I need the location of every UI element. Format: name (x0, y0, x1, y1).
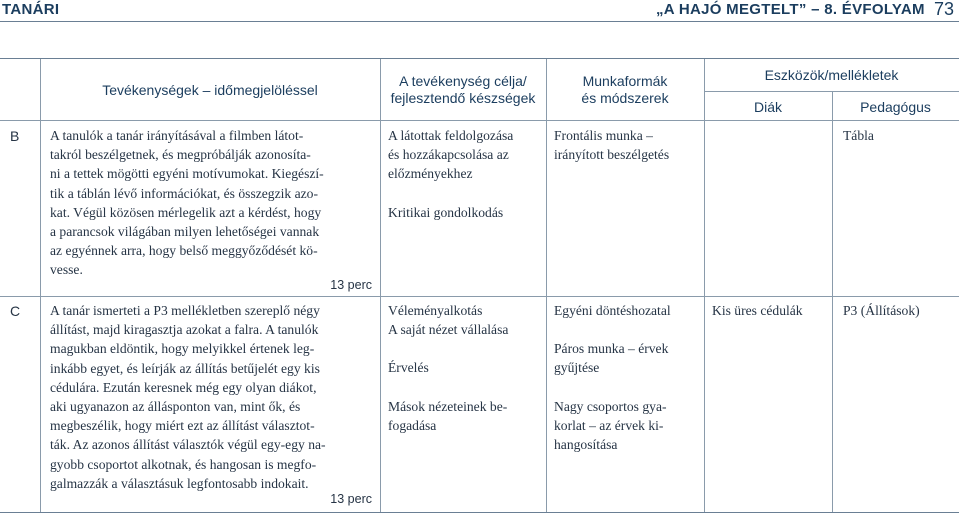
col-header-tools: Eszközök/mellékletek (764, 67, 899, 83)
activity-methods: Egyéni döntéshozatal Páros munka – érvek gyűjtése Nagy csoportos gya- korlat – az érvek ki- hangosítása (554, 303, 671, 453)
activity-description: A tanulók a tanár irányításával a filmben látot- takról beszélgetnek, és megpróbálják azonosíta- ni a tettek mögötti egyéni motívumokat. Kiegészí- tik a táblán lévő információkat, és összegzik azo- kat. Végül közösen mérlegelik azt a kérdést, hogy a parancsok világában milyen lehetőségei vannak az egyénnek arra, hogy belső meggyőződését kö- vesse. 13 perc (50, 128, 372, 292)
activity-description: A tanár ismerteti a P3 mellékletben szereplő négy állítást, majd kiragasztja azokat a falra. A tanulók magukban eldöntik, hogy melyikkel értenek leg- inkább egyet, és leírják az állítás betűjelét egy kis cédulára. Ezután keresnek még egy olyan diákot, aki ugyanazon az állásponton van, mint ők, és megbeszélik, hogy miért ezt az állítást választot- ták. Az azonos állítást választók végül egy-egy na- gyobb csoportot alkotnak, és hangosan is megfo- galmazzák a választásuk legfontosabb indokait. 13 perc (50, 303, 372, 507)
activity-goals: Véleményalkotás A saját nézet vállalása Érvelés Mások nézeteinek be- fogadása (388, 303, 509, 433)
tools-subheader-divider (704, 91, 959, 92)
row-divider (0, 296, 959, 297)
header-divider (0, 21, 959, 22)
column-divider (40, 59, 41, 512)
student-tools: Kis üres cédulák (712, 303, 803, 318)
teacher-tools: Tábla (843, 128, 874, 143)
time-label: 13 perc (330, 492, 372, 507)
col-header-activities: Tevékenységek – időmegjelöléssel (102, 82, 318, 98)
col-header-student: Diák (753, 99, 782, 115)
row-label: C (10, 303, 21, 319)
col-header-methods: Munkaformák és módszerek (581, 73, 669, 106)
teacher-tools: P3 (Állítások) (843, 303, 920, 318)
activity-methods: Frontális munka – irányított beszélgetés (554, 128, 670, 163)
header-row-divider (0, 120, 959, 121)
column-divider (832, 91, 833, 512)
page-number: 73 (934, 0, 955, 19)
header-left-title: TANÁRI (2, 1, 60, 18)
activity-goals: A látottak feldolgozása és hozzákapcsolása az előzményekhez Kritikai gondolkodás (388, 128, 514, 220)
lesson-table (0, 58, 959, 513)
column-divider (380, 59, 381, 512)
time-label: 13 perc (330, 277, 372, 292)
column-divider (704, 59, 705, 512)
col-header-teacher: Pedagógus (860, 99, 931, 115)
page-header (0, 0, 959, 22)
col-header-goal: A tevékenység célja/ fejlesztendő készségek (390, 73, 536, 106)
header-right-title: „A HAJÓ MEGTELT” – 8. ÉVFOLYAM (656, 1, 925, 18)
row-label: B (10, 128, 20, 144)
column-divider (546, 59, 547, 512)
